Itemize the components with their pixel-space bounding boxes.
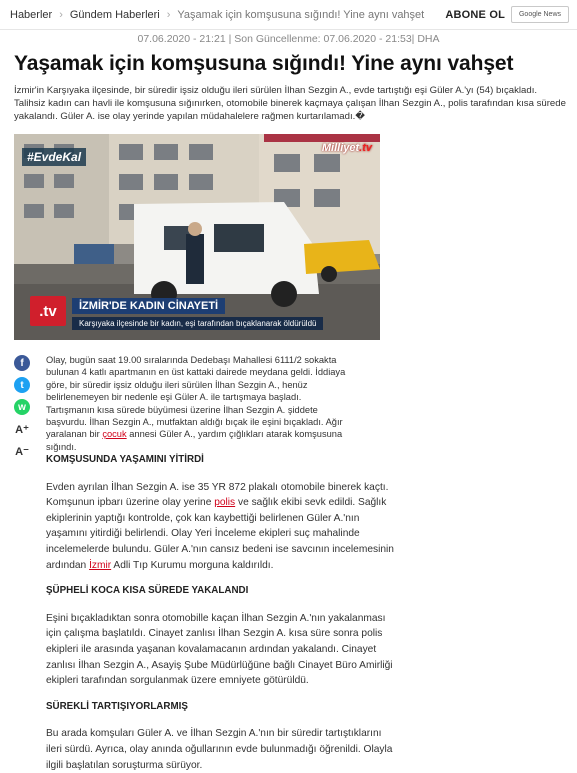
article-body — [46, 452, 396, 773]
article-paragraph: Eşini bıçakladıktan sonra otomobille kaçan İlhan Sezgin A.'nın yakalanması için çalışma başlatıldı. Cinayet zanlısı İlhan Sezgin A. kısa süre sonra polis ekipleri ile arasında yaşanan kovalamacanın ardından yakalandı. Cinayet zanlısı İlhan Sezgin A., Asayiş Şube Müdürlüğüne bağlı Cinayet Büro Amirliği ekipleri tarafından sorgulanmak üzere emniyete götürüldü. — [46, 612, 393, 687]
font-increase-icon[interactable]: A⁺ — [14, 421, 30, 437]
section-heading-2: ŞÜPHELİ KOCA KISA SÜREDE YAKALANDI — [46, 585, 249, 597]
article-dateline: 07.06.2020 - 21:21 | Son Güncellenme: 07.06.2020 - 21:53| DHA — [137, 33, 440, 45]
polis-link[interactable]: polis — [214, 497, 236, 509]
cocuk-link[interactable]: çocuk — [102, 429, 127, 440]
article-text: Olay, bugün saat 19.00 sıralarında Dedebaşı Mahallesi 6111/2 sokakta bulunan 4 katlı apartmanın en üst kattaki dairede meydana geldi. İddiaya göre, bir süredir işsiz olduğu ileri sürülen İlhan Sezgin A., henüz belirlenemeyen bir nedenle eşi Güler A. ile tartışmaya başladı. Tartışmanın kısa sürede büyümesi üzerine İlhan Sezgin A. şiddete başvurdu. İlhan Sezgin A., mutfaktan aldığı bıçak ile eşini bıçakladı. Ağır yaralanan bir — [46, 355, 346, 440]
page-title: Yaşamak için komşusuna sığındı! Yine aynı vahşet — [14, 52, 514, 75]
google-news-button[interactable]: Google News — [511, 6, 569, 23]
video-caption-title: İZMİR'DE KADIN CİNAYETİ — [72, 298, 225, 314]
breadcrumb-current: Yaşamak için komşusuna sığındı! Yine aynı vahşet — [177, 8, 425, 21]
tv-badge-icon: .tv — [30, 296, 66, 326]
section-heading-3: SÜREKLİ TARTIŞIYORLARMIŞ — [46, 700, 188, 712]
article-paragraph — [46, 480, 396, 574]
breadcrumb-separator-icon: › — [166, 8, 171, 21]
subscribe-block — [445, 6, 569, 23]
article-text: ve sağlık ekibi sevk edildi. Sağlık ekiplerinin yaptığı kontrolde, çok kan kaybettiği belirlenen Güler A.'nın yaşamını yitirdiği belirlendi. Olay Yeri İnceleme ekipleri suç mahalinde incelemelerde bulundu. Güler A.'nın cansız bedeni ise savcının incelemesinin ardından — [46, 497, 394, 571]
video-caption-subtitle: Karşıyaka ilçesinde bir kadın, eşi tarafından bıçaklanarak öldürüldü — [72, 317, 323, 330]
article-intro — [46, 354, 346, 453]
breadcrumb-gundem[interactable]: Gündem Haberleri — [69, 8, 160, 21]
breadcrumb-separator-icon: › — [59, 8, 63, 21]
share-toolbar — [14, 355, 32, 465]
logo-suffix: .tv — [359, 142, 372, 154]
top-bar — [0, 0, 577, 30]
breadcrumb — [0, 0, 424, 30]
twitter-icon[interactable]: t — [14, 377, 30, 393]
facebook-icon[interactable]: f — [14, 355, 30, 371]
section-heading-1: KOMŞUSUNDA YAŞAMINI YİTİRDİ — [46, 454, 204, 465]
article-lead: İzmir'in Karşıyaka ilçesinde, bir süredir işsiz olduğu ileri sürülen İlhan Sezgin A., evde tartıştığı eşi Güler A.'yı (54) bıçakladı. Talihsiz kadın can havli ile komşusuna sığınırken, otomobile binerek kaçmaya çalışan İlhan Sezgin A., polis tarafından kısa sürede yakalandı. Güler A. ise olay yerinde yapılan müdahalelere rağmen kurtarılamadı.� — [14, 85, 566, 122]
logo-main: Milliyet — [321, 142, 360, 154]
article-video-thumbnail[interactable] — [14, 134, 380, 340]
breadcrumb-haberler[interactable]: Haberler — [10, 8, 53, 21]
article-text: Evden ayrılan İlhan Sezgin A. ise 35 YR 872 plakalı otomobile binerek kaçtı. Komşunun ipbarı üzerine olay yerine — [46, 481, 389, 509]
article-text: annesi Güler A., yardım çığlıkları atarak komşusuna sığındı. — [46, 429, 343, 452]
font-decrease-icon[interactable]: A⁻ — [14, 443, 30, 459]
hashtag-label: #EvdeKal — [22, 148, 86, 166]
izmir-link[interactable]: İzmir — [89, 559, 112, 571]
subscribe-label: ABONE OL — [445, 8, 505, 21]
article-paragraph: Bu arada komşuları Güler A. ve İlhan Sezgin A.'nın bir süredir tartıştıklarını ileri sürdü. Ayrıca, olay anında oğullarının evde bulunmadığı öğrenildi. Olayla ilgili başlatılan soruşturma sürüyor. — [46, 728, 393, 771]
whatsapp-icon[interactable]: w — [14, 399, 30, 415]
article-text: Adli Tıp Kurumu morguna kaldırıldı. — [111, 559, 274, 571]
milliyet-tv-logo — [322, 142, 372, 154]
